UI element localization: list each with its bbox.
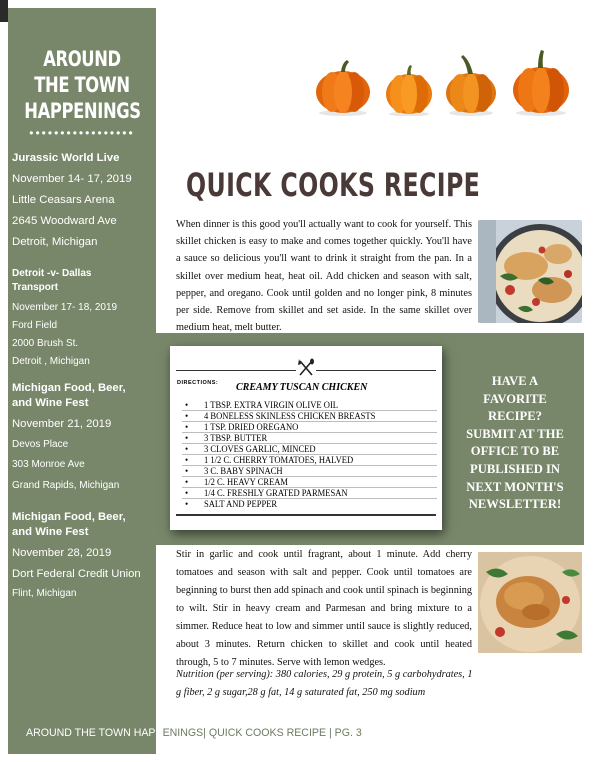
- nutrition-info: Nutrition (per serving): 380 calories, 29 g protein, 5 g carbohydrates, 1 g fiber, 2 g sugar,28 g fat, 14 g saturated fat, 250 mg sodium: [176, 669, 473, 698]
- ingredient-list: [182, 400, 437, 509]
- sidebar-title-line: HAPPENINGS: [24, 99, 141, 123]
- event-venue: Dort Federal Credit Union: [12, 567, 141, 580]
- page-title: QUICK COOKS RECIPE: [186, 166, 481, 204]
- pumpkin-image: [511, 48, 571, 116]
- ingredient-item: [182, 488, 437, 499]
- event-venue: Devos Place: [12, 438, 69, 450]
- ingredient-item: [182, 499, 437, 509]
- ingredient-text: 1 1/2 C. CHERRY TOMATOES, HALVED: [204, 455, 354, 465]
- callout-line: FAVORITE: [483, 391, 547, 406]
- ingredient-text: 1 TSP. DRIED OREGANO: [204, 422, 299, 432]
- ingredient-text: 3 C. BABY SPINACH: [204, 466, 283, 476]
- event-city: Detroit , Michigan: [12, 356, 90, 367]
- card-divider: [176, 514, 436, 516]
- pumpkin-image: [314, 58, 372, 116]
- ingredient-text: 3 TBSP. BUTTER: [204, 433, 268, 443]
- chicken-skillet-photo: [478, 220, 582, 323]
- ingredient-item: [182, 455, 437, 466]
- ingredient-item: [182, 466, 437, 477]
- chicken-plate-photo: [478, 552, 582, 653]
- ingredient-text: SALT AND PEPPER: [204, 499, 278, 509]
- ingredient-item: [182, 422, 437, 433]
- callout-line: NEWSLETTER!: [468, 497, 562, 512]
- callout-line: SUBMIT AT THE: [466, 426, 564, 441]
- recipe-card: [170, 346, 442, 530]
- event-date: November 17- 18, 2019: [12, 302, 118, 313]
- ingredient-item: [182, 477, 437, 488]
- pumpkin-image: [384, 64, 434, 116]
- ingredient-item: [182, 411, 437, 422]
- sidebar: [8, 8, 156, 754]
- callout-line: NEXT MONTH'S: [466, 479, 564, 494]
- event-item: [12, 148, 154, 253]
- event-item: [12, 267, 154, 371]
- sidebar-title: [24, 46, 139, 124]
- event-title: and Wine Fest: [12, 526, 89, 538]
- event-venue: Little Ceasars Arena: [12, 194, 115, 206]
- event-list: [12, 148, 154, 605]
- ingredient-item: [182, 433, 437, 444]
- event-title: Transport: [12, 282, 59, 293]
- submit-recipe-callout: [455, 373, 575, 514]
- callout-line: PUBLISHED IN: [470, 461, 560, 476]
- footer-text-on-sidebar: AROUND THE TOWN HAPP: [26, 727, 163, 739]
- recipe-intro: When dinner is this good you'll actually want to cook for yourself. This skillet chicken is easy to make and comes together quickly. You'll have a sauce so delicious you'll want to drink it straight from the pan. In a skillet over medium heat, heat oil. Add chicken and season with salt, pepper, and oregano. Cook until golden and no longer pink, 8 minutes per side. Remove from skillet and set aside. In the same skillet over medium heat, melt butter.: [176, 219, 472, 334]
- event-item: [12, 381, 154, 496]
- ingredient-text: 1/2 C. HEAVY CREAM: [204, 477, 289, 487]
- event-address: 2645 Woodward Ave: [12, 215, 117, 227]
- ingredient-text: 1/4 C. FRESHLY GRATED PARMESAN: [204, 488, 348, 498]
- recipe-name: CREAMY TUSCAN CHICKEN: [236, 382, 368, 393]
- event-city: Detroit, Michigan: [12, 236, 98, 248]
- event-date: November 21, 2019: [12, 418, 112, 430]
- event-address: 303 Monroe Ave: [12, 459, 85, 470]
- pumpkin-image: [444, 54, 498, 116]
- event-title: Michigan Food, Beer,: [12, 382, 126, 394]
- event-date: November 28, 2019: [12, 547, 112, 559]
- event-city: Flint, Michigan: [12, 588, 77, 599]
- directions-label: DIRECTIONS:: [177, 380, 219, 386]
- callout-line: HAVE A: [491, 374, 539, 388]
- page-footer: [26, 727, 362, 739]
- event-title: Jurassic World Live: [12, 152, 120, 164]
- callout-line: RECIPE?: [488, 409, 542, 424]
- event-city: Grand Rapids, Michigan: [12, 479, 120, 491]
- event-item: [12, 510, 154, 605]
- sidebar-title-line: AROUND: [43, 47, 121, 71]
- sidebar-title-line: THE TOWN: [34, 73, 130, 97]
- page-corner-mark: [0, 0, 8, 22]
- event-date: November 14- 17, 2019: [12, 173, 132, 185]
- event-title: Michigan Food, Beer,: [12, 511, 126, 523]
- callout-line: OFFICE TO BE: [470, 444, 560, 459]
- ingredient-text: 4 BONELESS SKINLESS CHICKEN BREASTS: [204, 411, 376, 421]
- event-address: 2000 Brush St.: [12, 338, 79, 349]
- event-title: Detroit -v- Dallas: [12, 268, 92, 279]
- event-venue: Ford Field: [12, 320, 58, 331]
- fork-knife-icon: [296, 358, 316, 378]
- ingredient-text: 1 TBSP. EXTRA VIRGIN OLIVE OIL: [204, 400, 339, 410]
- event-title: and Wine Fest: [12, 397, 89, 409]
- recipe-steps: Stir in garlic and cook until fragrant, about 1 minute. Add cherry tomatoes and season with salt and pepper. Cook until tomatoes are beginning to burst then add spinach and cook until spinach is beginning to wilt. Stir in heavy cream and Parmesan and bring mixture to a simmer. Reduce heat to low and simmer until sauce is slightly reduced, about 3 minutes. Return chicken to skillet and cook until heated through, 5 to 7 minutes. Serve with lemon wedges.: [176, 549, 472, 668]
- ingredient-text: 3 CLOVES GARLIC, MINCED: [204, 444, 316, 454]
- ingredient-item: [182, 444, 437, 455]
- ingredient-item: [182, 400, 437, 411]
- sidebar-divider-dots: •••••••••••••••••: [29, 126, 135, 140]
- footer-text: ENINGS| QUICK COOKS RECIPE | PG. 3: [162, 727, 362, 739]
